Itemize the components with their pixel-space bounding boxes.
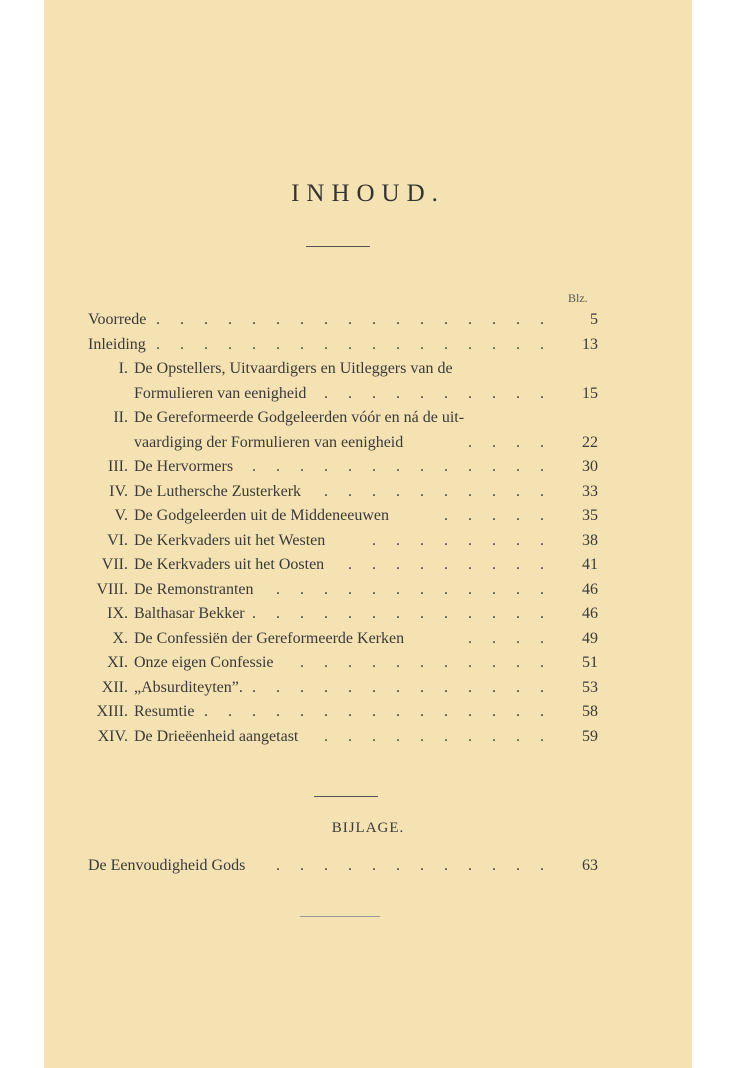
toc-chapter-number: II. [113, 409, 128, 426]
toc-page-number: 41 [582, 556, 598, 573]
toc-chapter-number: V. [114, 507, 128, 524]
toc-page-number: 13 [582, 335, 598, 353]
toc-entry-title: De Eenvoudigheid Gods [88, 857, 246, 874]
toc-page-number: 38 [582, 531, 598, 549]
toc-page-number: 15 [582, 384, 598, 402]
leader-dots: . . . . . . . . . . . . . [252, 458, 552, 475]
toc-entry[interactable] [88, 382, 598, 407]
toc-entry[interactable] [88, 627, 598, 652]
leader-dots: . . . . . [444, 507, 552, 524]
toc-entry[interactable] [88, 676, 598, 701]
toc-entry-title: Inleiding [88, 335, 146, 353]
end-divider [300, 916, 380, 917]
toc-entry[interactable] [88, 431, 598, 456]
toc-entry-title: Balthasar Bekker [134, 605, 245, 622]
leader-dots: . . . . [468, 629, 552, 647]
toc-page-number: 58 [582, 703, 598, 720]
toc-chapter-number: I. [118, 360, 128, 377]
section-divider [314, 796, 378, 797]
toc-page-number: 53 [582, 678, 598, 696]
toc-entry[interactable] [88, 455, 598, 480]
toc-entry-title: De Gereformeerde Godgeleerden vóór en ná de uit- [134, 409, 465, 426]
leader-dots: . . . . . . . . . . [324, 727, 552, 745]
toc-entry[interactable] [88, 504, 598, 529]
toc-entry-title: vaardiging der Formulieren van eenigheid [134, 433, 404, 451]
leader-dots: . . . . . . . . . . . . [276, 857, 552, 874]
toc-entry-title: De Confessiën der Gereformeerde Kerken [134, 629, 405, 647]
toc-chapter-number: XII. [101, 678, 128, 696]
toc-chapter-number: XI. [107, 654, 128, 671]
toc-page-number: 33 [582, 482, 598, 500]
toc-page-number: 46 [582, 605, 598, 622]
toc-page-number: 63 [582, 857, 598, 874]
toc-entry-title: Onze eigen Confessie [134, 654, 274, 671]
leader-dots: . . . . . . . . . . . . . [252, 605, 552, 622]
toc-chapter-number: IV. [109, 482, 128, 500]
toc-entry-title: De Remonstranten [134, 580, 254, 598]
toc-chapter-number: III. [108, 458, 128, 475]
toc-entry[interactable] [88, 651, 598, 676]
toc-entry-title: De Godgeleerden uit de Middeneeuwen [134, 507, 390, 524]
toc-chapter-number: X. [112, 629, 128, 647]
toc-chapter-number: VIII. [96, 580, 128, 598]
appendix-heading: BIJLAGE. [331, 820, 405, 836]
toc-entry[interactable] [88, 578, 598, 603]
toc-entry-title: Formulieren van eenigheid [134, 384, 307, 402]
page-column-label: Blz. [568, 291, 588, 305]
leader-dots: . . . . . . . . . . . . . . . . . [156, 335, 552, 353]
toc-entry[interactable] [88, 553, 598, 578]
toc-page-number: 49 [582, 629, 598, 647]
toc-chapter-number: VI. [107, 531, 128, 549]
toc-entry[interactable] [88, 480, 598, 505]
toc-entry[interactable] [88, 700, 598, 725]
leader-dots: . . . . . . . . . [348, 556, 552, 573]
toc-entry-title: De Kerkvaders uit het Westen [134, 531, 326, 549]
leader-dots: . . . . . . . . . . . . . [252, 678, 552, 696]
toc-chapter-number: XIV. [97, 727, 128, 745]
toc-page-number: 46 [582, 580, 598, 598]
toc-page-number: 51 [582, 654, 598, 671]
toc-entry-title: Voorrede [88, 311, 147, 328]
toc-entry[interactable] [88, 308, 598, 333]
toc-chapter-number: IX. [107, 605, 128, 622]
toc-page-number: 5 [590, 311, 598, 328]
appendix-entry[interactable] [88, 854, 598, 878]
leader-dots: . . . . . . . . . . . [300, 654, 552, 671]
toc-page-number: 22 [582, 433, 598, 451]
toc-entry[interactable] [88, 529, 598, 554]
leader-dots: . . . . . . . . . . . . . . . [204, 703, 552, 720]
toc-entry[interactable] [88, 406, 598, 431]
toc-entry[interactable] [88, 333, 598, 358]
toc-entry[interactable] [88, 602, 598, 627]
toc-entry-title: De Hervormers [134, 458, 234, 475]
leader-dots: . . . . . . . . . . . . . . . . . [156, 311, 552, 328]
table-of-contents [88, 308, 598, 749]
toc-entry[interactable] [88, 357, 598, 382]
toc-page-number: 35 [582, 507, 598, 524]
leader-dots: . . . . . . . . [372, 531, 552, 549]
toc-entry-title: De Luthersche Zusterkerk [134, 482, 302, 500]
leader-dots: . . . . . . . . . . [324, 482, 552, 500]
toc-entry-title: De Kerkvaders uit het Oosten [134, 556, 325, 573]
toc-chapter-number: VII. [101, 556, 128, 573]
title-divider [306, 246, 370, 247]
leader-dots: . . . . . . . . . . . . [276, 580, 552, 598]
leader-dots: . . . . . . . . . . [324, 384, 552, 402]
book-page [44, 0, 692, 1068]
toc-entry[interactable] [88, 725, 598, 750]
toc-page-number: 59 [582, 727, 598, 745]
leader-dots: . . . . [468, 433, 552, 451]
toc-entry-title: Resumtie [134, 703, 195, 720]
toc-entry-title: „Absurditeyten”. [134, 678, 243, 696]
page-title: INHOUD. [291, 180, 445, 207]
toc-chapter-number: XIII. [96, 703, 128, 720]
toc-page-number: 30 [582, 458, 598, 475]
toc-entry-title: De Opstellers, Uitvaardigers en Uitleggers van de [134, 360, 453, 377]
toc-entry-title: De Drieëenheid aangetast [134, 727, 299, 745]
